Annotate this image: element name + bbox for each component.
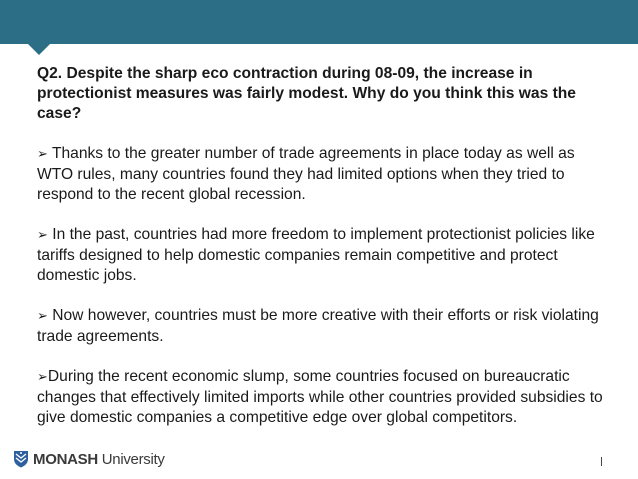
question-heading: Q2. Despite the sharp eco contraction during 08-09, the increase in protectionist measures was fairly modest. Why do you think this was the case? [37,65,576,122]
bullet-text: In the past, countries had more freedom to implement protectionist policies like tariffs designed to help domestic companies remain competitive and protect domestic jobs. [37,226,595,284]
bullet-text: Now however, countries must be more creative with their efforts or risk violating trade agreements. [37,307,599,345]
page-marker [601,457,602,466]
bullet-4 [37,367,612,428]
bullet-text: During the recent economic slump, some countries focused on bureaucratic changes that effectively limited imports while other countries provided subsidies to give domestic companies a competitive edge over global competitors. [37,368,603,426]
bullet-text: Thanks to the greater number of trade agreements in place today as well as WTO rules, many countries found they had limited options when they tried to respond to the recent global recession. [37,145,575,203]
slide-body [37,64,612,428]
arrow-bullet-icon: ➢ [37,309,48,324]
logo-wordmark [33,451,165,468]
bullet-1 [37,144,612,205]
bullet-2 [37,225,612,286]
logo-university: University [97,450,165,468]
monash-logo [13,449,165,469]
header-bar-notch [28,44,50,55]
monash-crest-icon [13,450,29,468]
arrow-bullet-icon: ➢ [37,370,48,385]
bullet-3 [37,306,612,347]
header-bar [0,0,638,44]
logo-monash: MONASH [33,450,98,468]
arrow-bullet-icon: ➢ [37,228,48,243]
arrow-bullet-icon: ➢ [37,147,48,162]
